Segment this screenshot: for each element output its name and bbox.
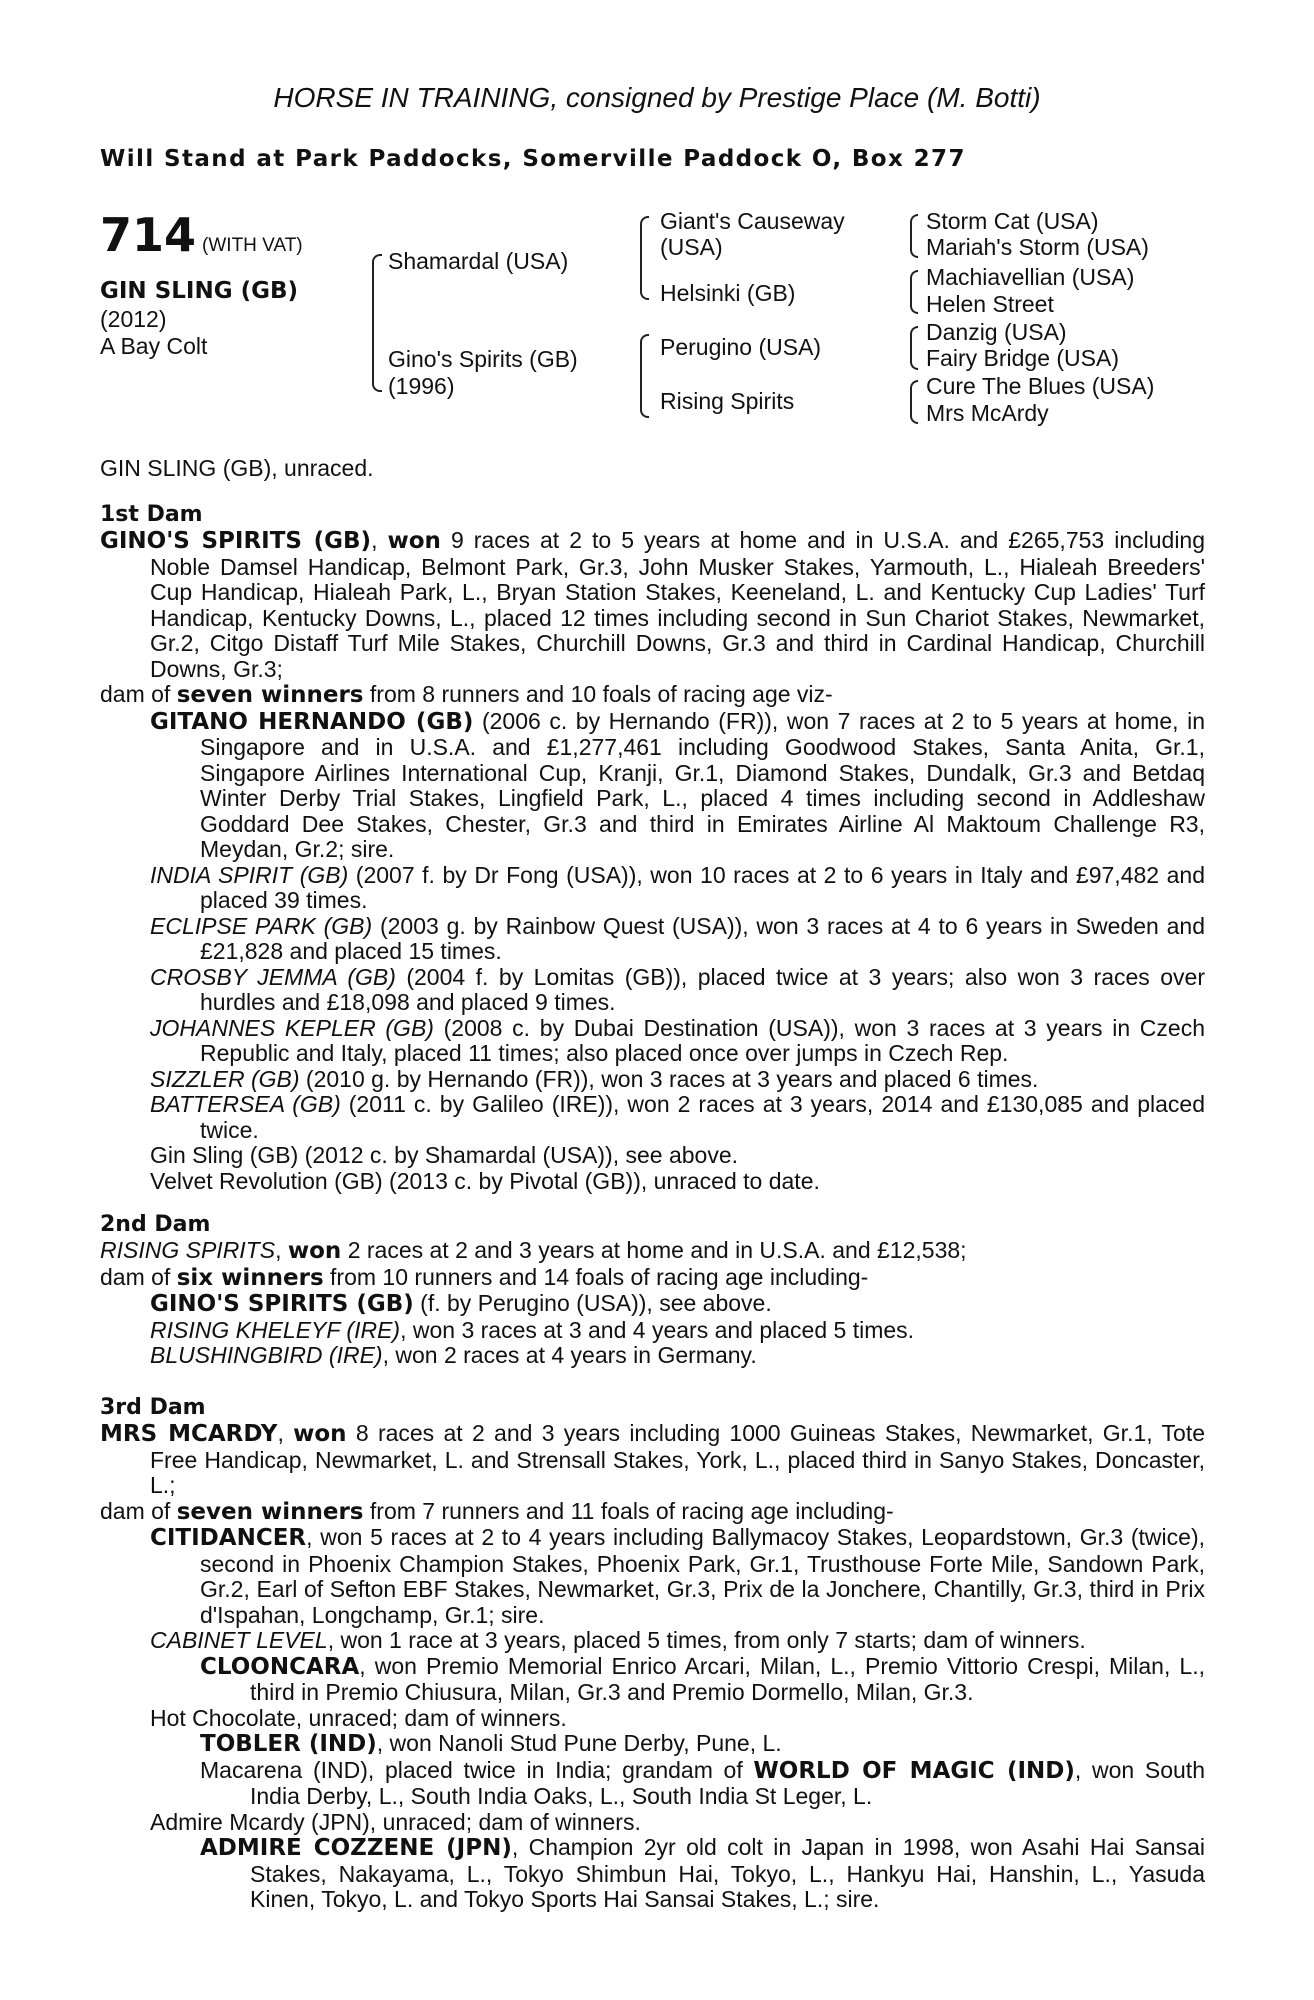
race-status: GIN SLING (GB), unraced. bbox=[100, 455, 374, 481]
grandsire-4a: Cure The Blues (USA) bbox=[926, 373, 1155, 399]
lot-block bbox=[100, 208, 303, 262]
progeny-text: , won Nanoli Stud Pune Derby, Pune, L. bbox=[376, 1730, 782, 1756]
dam-of-suffix: from 10 runners and 14 foals of racing age including- bbox=[323, 1263, 869, 1290]
grand-progeny-item bbox=[100, 1654, 1205, 1706]
progeny-item bbox=[100, 1016, 1205, 1067]
lot-number: 714 bbox=[100, 208, 197, 262]
grand-progeny-item bbox=[100, 1731, 1205, 1758]
dam-sire: Perugino (USA) bbox=[660, 334, 822, 360]
winners-count: six winners bbox=[176, 1264, 324, 1291]
pedigree-brace bbox=[910, 270, 918, 314]
progeny-text: , Champion 2yr old colt in Japan in 1998, won Asahi Hai Sansai Stakes, Nakayama, L., Tokyo Shimbun Hai, Tokyo, L., Hankyu Hai, Hanshin, L., Yasuda Kinen, Tokyo, L. and Tokyo Sports Hai Sansai Stakes, L.; sire. bbox=[250, 1834, 1205, 1912]
won-label: won bbox=[287, 1238, 342, 1264]
dam-record: GINO'S SPIRITS (GB), won 9 races at 2 to 5 years at home and in U.S.A. and £265,753 including Noble Damsel Handicap, Belmont Park, Gr.3, John Musker Stakes, Yarmouth, L., Hialeah Breeders' Cup Handicap, Hialeah Park, L., Bryan Station Stakes, Keeneland, L. and Kentucky Cup Ladies' Turf Handicap, Kentucky Downs, L., placed 12 times including second in Sun Chariot Stakes, Newmarket, Gr.2, Citgo Distaff Turf Mile Stakes, Churchill Downs, Gr.3 and third in Cardinal Handicap, Churchill Downs, Gr.3; bbox=[100, 527, 1206, 682]
progeny-text: , won 2 races at 4 years in Germany. bbox=[382, 1342, 757, 1368]
grandsire-2b: Helen Street bbox=[926, 291, 1054, 317]
dam-of-prefix: dam of bbox=[100, 1263, 177, 1290]
pedigree-brace bbox=[910, 326, 918, 370]
winners-count: seven winners bbox=[176, 1498, 364, 1525]
progeny-item bbox=[100, 863, 1205, 914]
progeny-name: ADMIRE COZZENE (JPN) bbox=[200, 1835, 512, 1861]
dam-record: RISING SPIRITS, won 2 races at 2 and 3 years at home and in U.S.A. and £12,538; bbox=[100, 1237, 967, 1264]
progeny-text: (2011 c. by Galileo (IRE)), won 2 races at 3 years, 2014 and £130,085 and placed twice. bbox=[200, 1091, 1205, 1143]
dam-of-line bbox=[100, 1265, 1205, 1292]
progeny-text: (2003 g. by Rainbow Quest (USA)), won 3 races at 4 to 6 years in Sweden and £21,828 and placed 15 times. bbox=[200, 912, 1205, 964]
progeny-text: (2006 c. by Hernando (FR)), won 7 races at 2 to 5 years at home, in Singapore and in U.S.A. and £1,277,461 including Goodwood Stakes, Santa Anita, Gr.1, Singapore Airlines International Cup, Kranji, Gr.1, Diamond Stakes, Dundalk, Gr.3 and Betdaq Winter Derby Trial Stakes, Lingfield Park, L., placed 4 times including second in Addleshaw Goddard Dee Stakes, Chester, Gr.3 and third in Emirates Airline Al Maktoum Challenge R3, Meydan, Gr.2; sire. bbox=[200, 707, 1205, 862]
progeny-text: , won 5 races at 2 to 4 years including Ballymacoy Stakes, Leopardstown, Gr.3 (twice), second in Phoenix Champion Stakes, Phoenix Park, Gr.1, Trusthouse Forte Mile, Sandown Park, Gr.2, Earl of Sefton EBF Stakes, Newmarket, Gr.3, Prix de la Jonchere, Chantilly, Gr.3, third in Prix d'Ispahan, Longchamp, Gr.1; sire. bbox=[200, 1524, 1205, 1628]
progeny-name: CLOONCARA bbox=[200, 1653, 360, 1680]
progeny-item bbox=[100, 1318, 1205, 1344]
progeny-item bbox=[100, 1067, 1205, 1093]
progeny-item bbox=[100, 1810, 1205, 1836]
grandsire-3a: Danzig (USA) bbox=[926, 319, 1067, 345]
progeny-name: SIZZLER (GB) bbox=[150, 1065, 300, 1092]
pedigree-brace bbox=[910, 380, 918, 424]
consignment-title: HORSE IN TRAINING, consigned by Prestige Place (M. Botti) bbox=[273, 82, 1041, 113]
progeny-name: TOBLER (IND) bbox=[200, 1731, 377, 1757]
progeny-text: (2007 f. by Dr Fong (USA)), won 10 races at 2 to 6 years in Italy and £97,482 and placed 39 times. bbox=[200, 861, 1205, 913]
progeny-text: , won 3 races at 3 and 4 years and placed 5 times. bbox=[400, 1316, 915, 1343]
dam-of-prefix: dam of bbox=[100, 681, 177, 707]
progeny-text: (2010 g. by Hernando (FR)), won 3 races at 3 years and placed 6 times. bbox=[299, 1065, 1039, 1092]
grandsire-1b: Mariah's Storm (USA) bbox=[926, 234, 1149, 260]
progeny-text: Admire Mcardy (JPN), unraced; dam of winners. bbox=[150, 1808, 641, 1835]
pedigree-brace bbox=[910, 214, 918, 258]
pedigree-brace bbox=[640, 216, 649, 300]
progeny-text: , won Premio Memorial Enrico Arcari, Milan, L., Premio Vittorio Crespi, Milan, L., third in Premio Chiusura, Milan, Gr.3 and Premio Dormello, Milan, Gr.3. bbox=[250, 1652, 1205, 1705]
dam-dam: Rising Spirits bbox=[660, 388, 795, 414]
progeny-name: CROSBY JEMMA (GB) bbox=[150, 963, 396, 990]
progeny-text: , won South India Derby, L., South India Oaks, L., South India St Leger, L. bbox=[250, 1756, 1205, 1809]
pedigree-brace bbox=[372, 254, 382, 392]
progeny-name: CABINET LEVEL bbox=[150, 1627, 328, 1653]
section-heading: 2nd Dam bbox=[100, 1212, 211, 1237]
dam-of-suffix: from 7 runners and 11 foals of racing age including- bbox=[363, 1497, 894, 1524]
dam-name: MRS MCARDY bbox=[100, 1421, 278, 1447]
progeny-name: CITIDANCER bbox=[150, 1525, 307, 1551]
progeny-item bbox=[100, 1092, 1205, 1143]
progeny-name: JOHANNES KEPLER (GB) bbox=[150, 1014, 434, 1041]
first-dam-section bbox=[100, 502, 1205, 1194]
grandsire-2a: Machiavellian (USA) bbox=[926, 264, 1135, 290]
dam-record: MRS MCARDY, won 8 races at 2 and 3 years including 1000 Guineas Stakes, Newmarket, Gr.1, Tote Free Handicap, Newmarket, L. and Strensall Stakes, York, L., placed third in Sanyo Stakes, Doncaster, L.; bbox=[100, 1420, 1205, 1498]
section-heading: 3rd Dam bbox=[100, 1395, 206, 1420]
dam-record-text: 2 races at 2 and 3 years at home and in U.S.A. and £12,538; bbox=[341, 1237, 967, 1263]
progeny-name: GINO'S SPIRITS (GB) bbox=[150, 1291, 414, 1317]
won-label: won bbox=[387, 528, 441, 554]
sire-sire: Giant's Causeway bbox=[660, 208, 845, 234]
won-label: won bbox=[293, 1421, 347, 1447]
pedigree-brace bbox=[640, 334, 649, 418]
progeny-item bbox=[100, 1169, 1205, 1195]
progeny-name: WORLD OF MAGIC (IND) bbox=[753, 1757, 1075, 1784]
progeny-item bbox=[100, 914, 1205, 965]
progeny-name: ECLIPSE PARK (GB) bbox=[150, 912, 373, 939]
progeny-name: RISING KHELEYF (IRE) bbox=[150, 1316, 401, 1343]
progeny-name: BLUSHINGBIRD (IRE) bbox=[150, 1342, 383, 1368]
progeny-name: BATTERSEA (GB) bbox=[150, 1091, 341, 1117]
horse-description: A Bay Colt bbox=[100, 333, 208, 359]
progeny-item bbox=[100, 1343, 1205, 1369]
grand-progeny-item bbox=[100, 1835, 1205, 1913]
grand-progeny-item bbox=[100, 1758, 1205, 1810]
dam: Gino's Spirits (GB) bbox=[388, 346, 578, 372]
section-heading: 1st Dam bbox=[100, 502, 203, 527]
progeny-item bbox=[100, 709, 1205, 863]
dam-year: (1996) bbox=[388, 373, 455, 399]
dam-name: GINO'S SPIRITS (GB) bbox=[100, 528, 372, 554]
progeny-text: Hot Chocolate, unraced; dam of winners. bbox=[150, 1704, 567, 1731]
sire: Shamardal (USA) bbox=[388, 248, 569, 274]
vat-note: (WITH VAT) bbox=[202, 235, 303, 256]
progeny-text: Velvet Revolution (GB) (2013 c. by Pivotal (GB)), unraced to date. bbox=[150, 1167, 820, 1194]
progeny-text: Gin Sling (GB) (2012 c. by Shamardal (USA)), see above. bbox=[150, 1142, 739, 1168]
progeny-name: GITANO HERNANDO (GB) bbox=[150, 708, 474, 735]
dam-record-text: 9 races at 2 to 5 years at home and in U.S.A. and £265,753 including Noble Damsel Handicap, Belmont Park, Gr.3, John Musker Stakes, Yarmouth, L., Hialeah Breeders' Cup Handicap, Hialeah Park, L., Bryan Station Stakes, Keeneland, L. and Kentucky Cup Ladies' Turf Handicap, Kentucky Downs, L., placed 12 times including second in Sun Chariot Stakes, Newmarket, Gr.2, Citgo Distaff Turf Mile Stakes, Churchill Downs, Gr.3 and third in Cardinal Handicap, Churchill Downs, Gr.3; bbox=[150, 527, 1206, 682]
stand-location: Will Stand at Park Paddocks, Somerville Paddock O, Box 277 bbox=[100, 146, 966, 172]
second-dam-section bbox=[100, 1212, 1205, 1369]
progeny-name: INDIA SPIRIT (GB) bbox=[150, 861, 349, 888]
progeny-text: (2004 f. by Lomitas (GB)), placed twice at 3 years; also won 3 races over hurdles and £18,098 and placed 9 times. bbox=[200, 963, 1205, 1015]
progeny-item bbox=[100, 1143, 1205, 1169]
progeny-item bbox=[100, 1291, 1205, 1318]
winners-count: seven winners bbox=[176, 682, 364, 708]
progeny-text: , won 1 race at 3 years, placed 5 times, from only 7 starts; dam of winners. bbox=[327, 1627, 1086, 1653]
dam-of-line bbox=[100, 1499, 1205, 1526]
progeny-text: (2008 c. by Dubai Destination (USA)), won 3 races at 3 years in Czech Republic and Italy, placed 11 times; also placed once over jumps in Czech Rep. bbox=[200, 1014, 1206, 1066]
progeny-item bbox=[100, 1706, 1205, 1732]
progeny-item bbox=[100, 965, 1205, 1016]
horse-name: GIN SLING (GB) bbox=[100, 278, 299, 304]
grandsire-4b: Mrs McArdy bbox=[926, 400, 1049, 426]
progeny-item bbox=[100, 1628, 1205, 1654]
progeny-item bbox=[100, 1525, 1205, 1628]
grandsire-3b: Fairy Bridge (USA) bbox=[926, 345, 1119, 371]
progeny-text: Macarena (IND), placed twice in India; grandam of bbox=[200, 1756, 754, 1783]
dam-of-suffix: from 8 runners and 10 foals of racing age viz- bbox=[363, 681, 833, 707]
dam-of-prefix: dam of bbox=[100, 1497, 177, 1524]
dam-of-line bbox=[100, 682, 1205, 709]
sire-sire-country: (USA) bbox=[660, 234, 723, 260]
dam-name: RISING SPIRITS bbox=[100, 1237, 276, 1263]
third-dam-section bbox=[100, 1395, 1205, 1913]
dam-record-text: 8 races at 2 and 3 years including 1000 Guineas Stakes, Newmarket, Gr.1, Tote Free Handicap, Newmarket, L. and Strensall Stakes, York, L., placed third in Sanyo Stakes, Doncaster, L.; bbox=[150, 1420, 1205, 1498]
progeny-text: (f. by Perugino (USA)), see above. bbox=[413, 1290, 772, 1316]
grandsire-1a: Storm Cat (USA) bbox=[926, 208, 1099, 234]
horse-year: (2012) bbox=[100, 306, 167, 332]
sire-dam: Helsinki (GB) bbox=[660, 280, 796, 306]
